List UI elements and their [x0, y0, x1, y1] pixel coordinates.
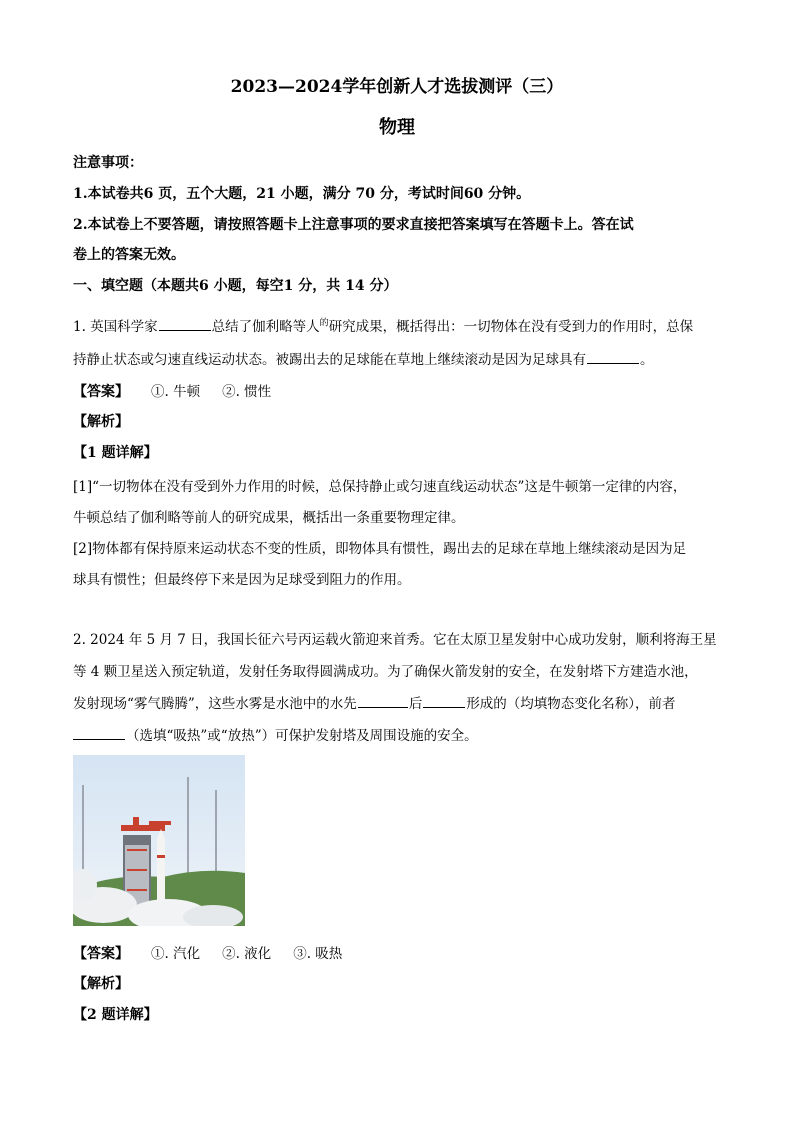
q1-line-1 [73, 315, 724, 335]
q2-text-a: 发射现场“雾气腾腾”，这些水雾是水池中的水先 [73, 696, 357, 712]
q2-line-1: 2. 2024 年 5 月 7 日，我国长征六号丙运载火箭迎来首秀。它在太原卫星发射中心成功发射，顺利将海王星 [73, 632, 717, 648]
q2-option-1 [151, 946, 200, 962]
q1-analysis-tag: 【解析】 [73, 414, 129, 430]
rocket-launch-photo [73, 755, 245, 926]
q2-line-2: 等 4 颗卫星送入预定轨道，发射任务取得圆满成功。为了确保火箭发射的安全，在发射塔下方建造水池， [73, 664, 698, 680]
q1-blank-1 [159, 318, 211, 331]
q1-detail-line-4: 球具有惯性；但最终停下来是因为足球受到阻力的作用。 [73, 572, 411, 588]
q1-detail-line-3: [2]物体都有保持原来运动状态不变的性质，即物体具有惯性，踢出去的足球在草地上继续滚动是因为足 [73, 541, 687, 557]
rocket-launch-illustration [73, 755, 245, 926]
q1-text-c: 研究成果，概括得出：一切物体在没有受到力的作用时，总保 [328, 319, 694, 335]
q2-answer-tag: 【答案】 [73, 946, 129, 962]
q2-line-4 [73, 724, 724, 744]
q2-option-1-num: ① [151, 946, 165, 962]
q1-detail-line-1: [1]“一切物体在没有受到外力作用的时候，总保持静止或匀速直线运动状态”这是牛顿第一定律的内容， [73, 479, 687, 495]
q1-text-d: 持静止状态或匀速直线运动状态。被踢出去的足球能在草地上继续滚动是因为足球具有 [73, 352, 586, 368]
notice-item-2-line-2: 卷上的答案无效。 [73, 247, 185, 263]
q1-answer-tag: 【答案】 [73, 384, 129, 400]
q2-option-2-num: ② [222, 946, 236, 962]
q1-option-1-num: ① [151, 384, 165, 400]
q2-text-c: 形成的（均填物态变化名称），前者 [466, 696, 676, 712]
q2-line-3 [73, 692, 724, 712]
q2-option-1-text: . 汽化 [164, 946, 201, 962]
q2-text-d: （选填“吸热”或“放热”）可保护发射塔及周围设施的安全。 [126, 728, 478, 744]
q2-answer-row [73, 942, 724, 963]
section-heading: 一、填空题（本题共6 小题，每空1 分，共 14 分） [73, 278, 398, 294]
q1-text-a: 1. 英国科学家 [73, 319, 158, 335]
q1-option-1-text: . 牛顿 [164, 384, 201, 400]
q1-option-2 [222, 384, 271, 400]
q2-blank-3 [73, 727, 125, 740]
notice-item-1: 1.本试卷共6 页，五个大题，21 小题，满分 70 分，考试时间60 分钟。 [73, 186, 531, 202]
q1-option-2-text: . 惯性 [235, 384, 272, 400]
q1-text-b: 总结了伽利略等人 [211, 319, 320, 335]
subject-title: 物理 [379, 117, 415, 138]
q1-detail-line-2: 牛顿总结了伽利略等前人的研究成果，概括出一条重要物理定律。 [73, 510, 465, 526]
q1-line-2 [73, 348, 724, 368]
notice-item-2-line-1: 2.本试卷上不要答题，请按照答题卡上注意事项的要求直接把答案填写在答题卡上。答在试 [73, 217, 634, 233]
q1-text-e: 。 [640, 352, 654, 368]
q1-sup: 的 [319, 318, 329, 329]
q2-blank-2 [423, 695, 465, 708]
q2-detail-tag: 【2 题详解】 [73, 1007, 158, 1023]
q2-text-b: 后 [408, 696, 423, 712]
q2-option-2-text: . 液化 [235, 946, 272, 962]
q1-detail-tag: 【1 题详解】 [73, 445, 158, 461]
q1-blank-2 [587, 351, 639, 364]
q1-option-2-num: ② [222, 384, 236, 400]
q2-analysis-tag: 【解析】 [73, 976, 129, 992]
exam-title: 2023—2024学年创新人才选拔测评（三） [230, 77, 564, 97]
q1-option-1 [151, 384, 200, 400]
q2-option-3-num: ③ [293, 946, 307, 962]
q2-option-3 [293, 946, 342, 962]
q2-blank-1 [358, 695, 408, 708]
q1-answer-row [73, 380, 724, 401]
q2-option-2 [222, 946, 271, 962]
q2-option-3-text: . 吸热 [306, 946, 343, 962]
notice-heading: 注意事项： [73, 155, 143, 171]
